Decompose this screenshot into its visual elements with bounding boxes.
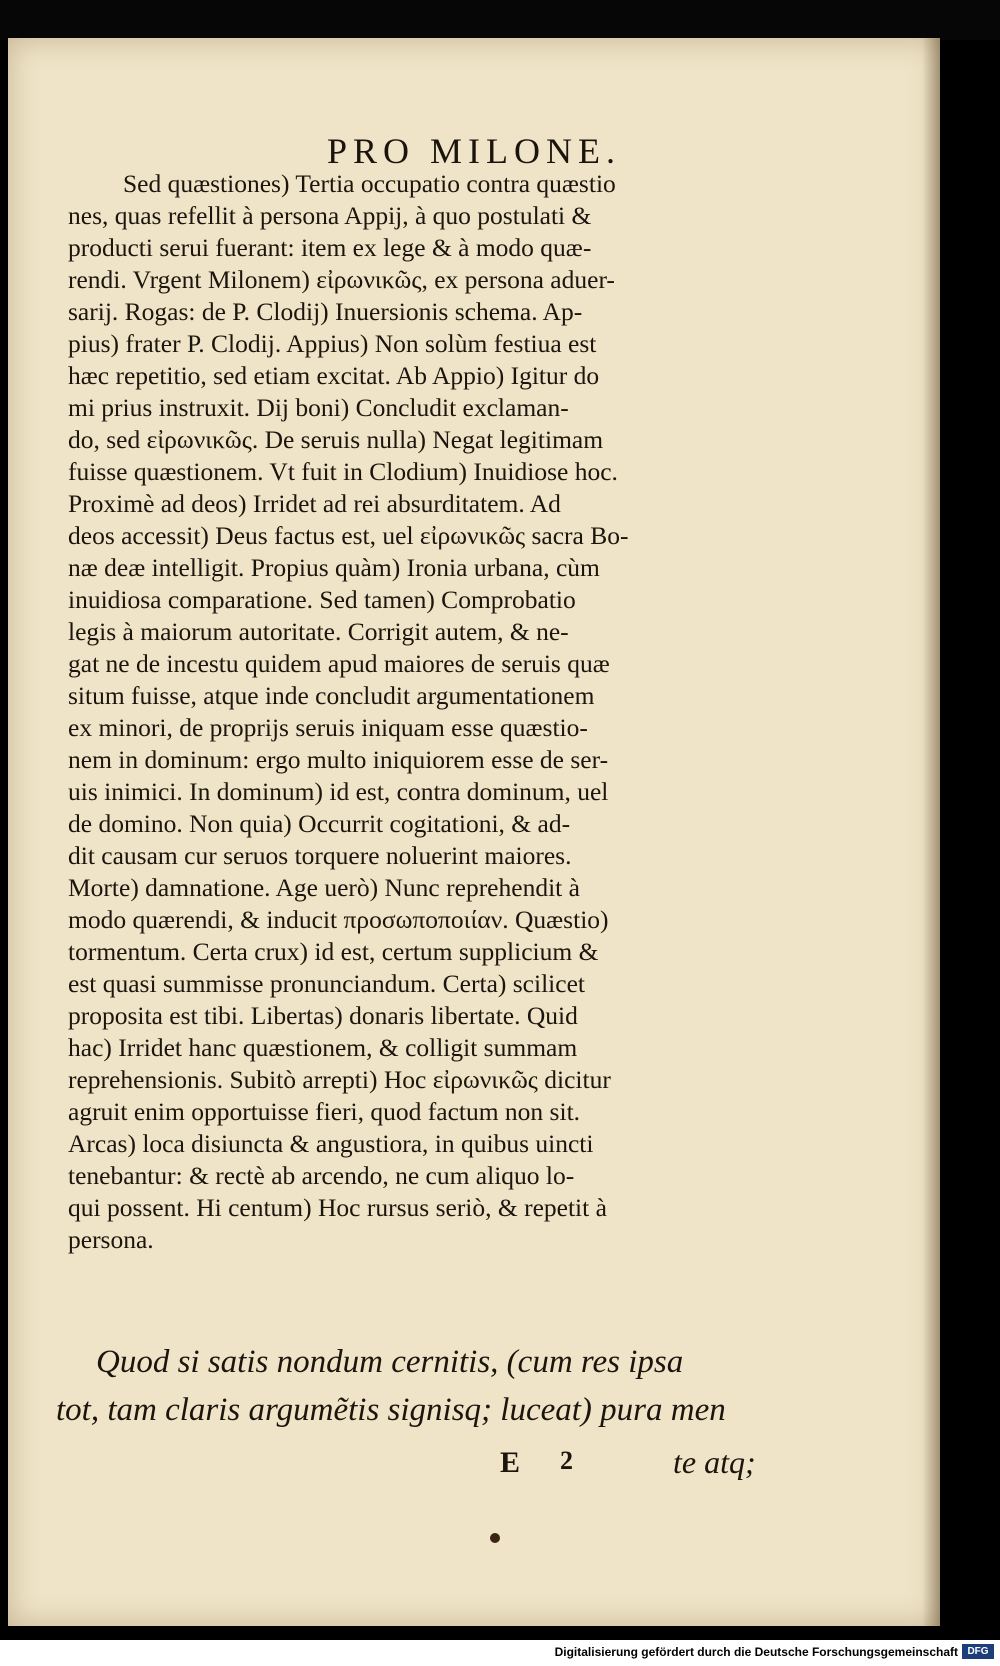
commentary-text <box>68 168 773 1256</box>
scan-background <box>0 0 1000 40</box>
commentary-line: inuidiosa comparatione. Sed tamen) Comprobatio <box>68 585 576 614</box>
commentary-line: situm fuisse, atque inde concludit argumentationem <box>68 681 595 710</box>
footer-text: Digitalisierung gefördert durch die Deutsche Forschungsgemeinschaft <box>554 1645 958 1659</box>
commentary-line: tenebantur: & rectè ab arcendo, ne cum aliquo lo- <box>68 1161 575 1190</box>
commentary-line: tormentum. Certa crux) id est, certum supplicium & <box>68 937 599 966</box>
commentary-line: uis inimici. In dominum) id est, contra dominum, uel <box>68 777 609 806</box>
dfg-logo-icon: DFG <box>962 1644 994 1659</box>
running-head: PRO MILONE. <box>326 131 621 171</box>
ink-spot <box>490 1533 500 1543</box>
quote-text <box>56 1338 786 1434</box>
commentary-line: est quasi summisse pronunciandum. Certa) scilicet <box>68 969 585 998</box>
commentary-line: modo quærendi, & inducit προσωποποιίαν. Quæstio) <box>68 905 609 934</box>
commentary-line: producti serui fuerant: item ex lege & à modo quæ- <box>68 233 592 262</box>
quote-line: tot, tam claris argumẽtis signisq; luceat) pura men <box>56 1392 726 1428</box>
commentary-line: gat ne de incestu quidem apud maiores de seruis quæ <box>68 649 610 678</box>
commentary-line: agruit enim opportuisse fieri, quod factum non sit. <box>68 1097 581 1126</box>
footer-bar <box>0 1640 1000 1666</box>
commentary-line: rendi. Vrgent Milonem) εἰρωνικῶς, ex persona aduer- <box>68 265 615 294</box>
commentary-line: nem in dominum: ergo multo iniquiorem esse de ser- <box>68 745 609 774</box>
commentary-line: fuisse quæstionem. Vt fuit in Clodium) Inuidiose hoc. <box>68 457 618 486</box>
commentary-line: hæc repetitio, sed etiam excitat. Ab Appio) Igitur do <box>68 361 600 390</box>
commentary-line: mi prius instruxit. Dij boni) Concludit exclaman- <box>68 393 569 422</box>
book-page <box>8 38 940 1626</box>
commentary-line: dit causam cur seruos torquere noluerint maiores. <box>68 841 572 870</box>
commentary-line: Sed quæstiones) Tertia occupatio contra quæstio <box>123 169 616 198</box>
commentary-line: pius) frater P. Clodij. Appius) Non solùm festiua est <box>68 329 597 358</box>
leaf-number: 2 <box>560 1446 573 1475</box>
commentary-line: persona. <box>68 1225 154 1254</box>
quote-line: Quod si satis nondum cernitis, (cum res ipsa <box>96 1344 684 1380</box>
commentary-line: deos accessit) Deus factus est, uel εἰρωνικῶς sacra Bo- <box>68 521 629 550</box>
commentary-line: ex minori, de proprijs seruis iniquam esse quæstio- <box>68 713 588 742</box>
commentary-line: qui possent. Hi centum) Hoc rursus seriò, & repetit à <box>68 1193 607 1222</box>
commentary-line: reprehensionis. Subitò arrepti) Hoc εἰρωνικῶς dicitur <box>68 1065 611 1094</box>
commentary-line: do, sed εἰρωνικῶς. De seruis nulla) Negat legitimam <box>68 425 604 454</box>
commentary-line: næ deæ intelligit. Propius quàm) Ironia urbana, cùm <box>68 553 600 582</box>
commentary-line: hac) Irridet hanc quæstionem, & colligit summam <box>68 1033 578 1062</box>
commentary-line: sarij. Rogas: de P. Clodij) Inuersionis schema. Ap- <box>68 297 583 326</box>
commentary-line: legis à maiorum autoritate. Corrigit autem, & ne- <box>68 617 569 646</box>
commentary-line: Proximè ad deos) Irridet ad rei absurditatem. Ad <box>68 489 561 518</box>
signature-mark: E <box>500 1446 521 1479</box>
commentary-line: nes, quas refellit à persona Appij, à quo postulati & <box>68 201 592 230</box>
commentary-line: de domino. Non quia) Occurrit cogitationi, & ad- <box>68 809 571 838</box>
catchword: te atq; <box>673 1444 756 1480</box>
commentary-line: Arcas) loca disiuncta & angustiora, in quibus uincti <box>68 1129 594 1158</box>
commentary-line: Morte) damnatione. Age uerò) Nunc reprehendit à <box>68 873 580 902</box>
commentary-line: proposita est tibi. Libertas) donaris libertate. Quid <box>68 1001 578 1030</box>
